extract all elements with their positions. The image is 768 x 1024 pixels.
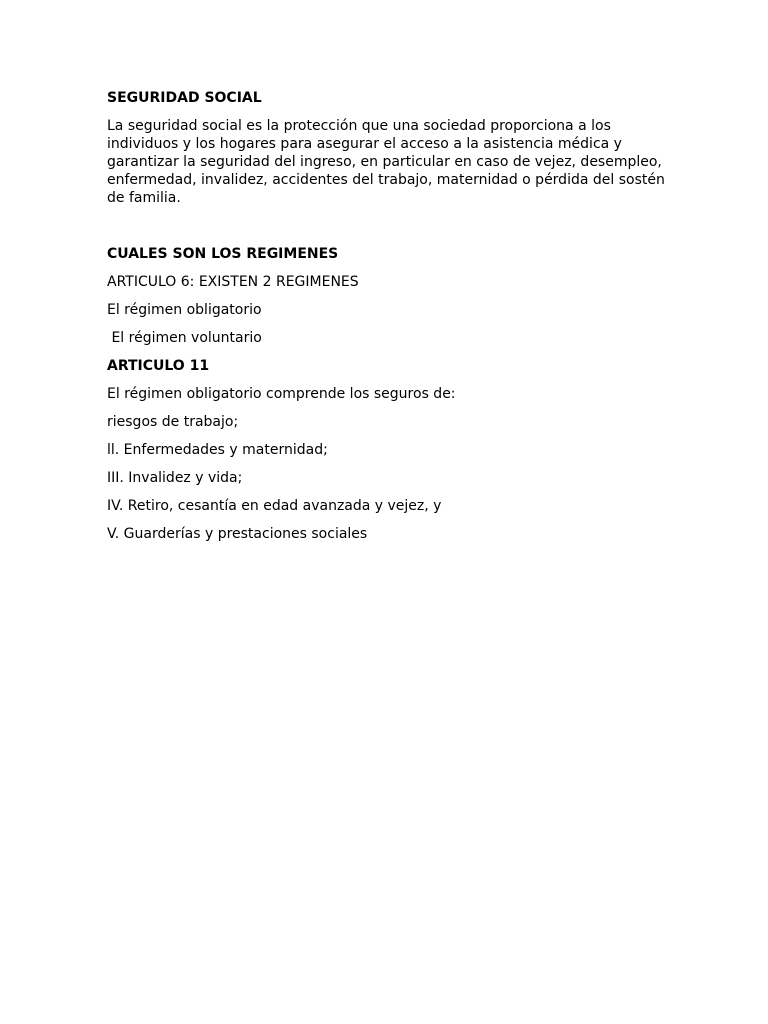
spacer (107, 263, 667, 273)
list-item: III. Invalidez y vida; (107, 470, 243, 486)
articulo-6-text: ARTICULO 6: EXISTEN 2 REGIMENES (107, 274, 359, 290)
intro-line: garantizar la seguridad del ingreso, en particular en caso de vejez, desempleo, (107, 154, 662, 170)
intro-paragraph (107, 117, 667, 207)
spacer (107, 319, 667, 329)
spacer (107, 291, 667, 301)
spacer (107, 431, 667, 441)
list-item: riesgos de trabajo; (107, 414, 239, 430)
articulo-11-heading: ARTICULO 11 (107, 358, 210, 374)
spacer (107, 375, 667, 385)
spacer (107, 207, 667, 245)
spacer (107, 459, 667, 469)
regimen-voluntario-text: El régimen voluntario (107, 330, 262, 346)
document-title: SEGURIDAD SOCIAL (107, 90, 262, 106)
spacer (107, 515, 667, 525)
intro-line: enfermedad, invalidez, accidentes del trabajo, maternidad o pérdida del sostén (107, 172, 665, 188)
intro-line: de familia. (107, 190, 181, 206)
spacer (107, 487, 667, 497)
document-page (107, 89, 667, 543)
section-heading: CUALES SON LOS REGIMENES (107, 246, 339, 262)
comprende-text: El régimen obligatorio comprende los seguros de: (107, 386, 456, 402)
spacer (107, 403, 667, 413)
regimen-obligatorio-text: El régimen obligatorio (107, 302, 262, 318)
list-item: IV. Retiro, cesantía en edad avanzada y vejez, y (107, 498, 442, 514)
list-item: ll. Enfermedades y maternidad; (107, 442, 328, 458)
intro-line: individuos y los hogares para asegurar el acceso a la asistencia médica y (107, 136, 622, 152)
list-item: V. Guarderías y prestaciones sociales (107, 526, 368, 542)
spacer (107, 347, 667, 357)
spacer (107, 107, 667, 117)
intro-line: La seguridad social es la protección que una sociedad proporciona a los (107, 118, 611, 134)
